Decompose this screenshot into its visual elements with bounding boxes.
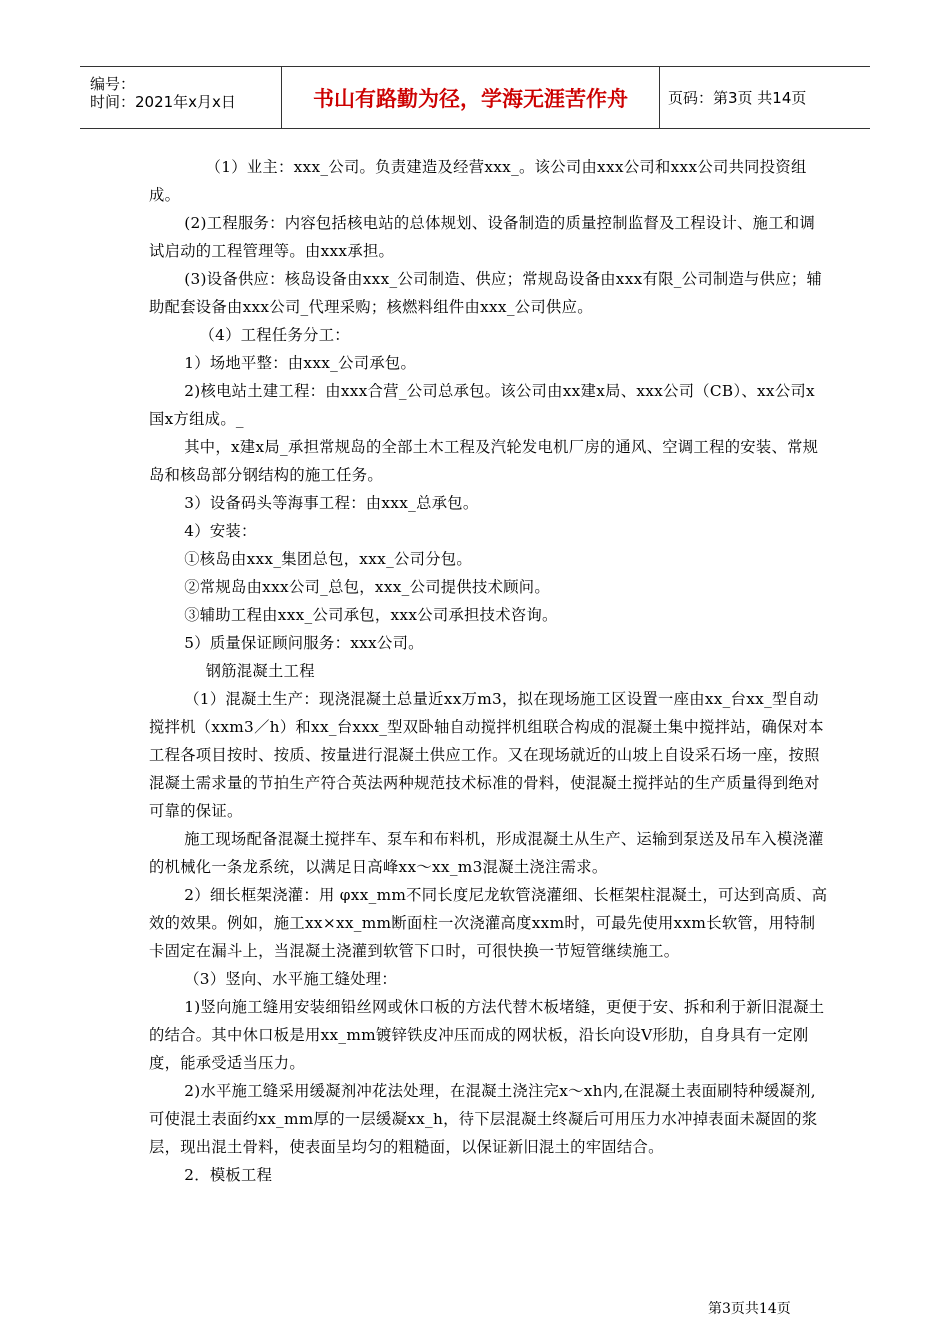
page-footer: 第3页共14页 — [708, 1301, 791, 1317]
section-heading-formwork: 2．模板工程 — [184, 1166, 273, 1184]
paragraph-marine-works: 3）设备码头等海事工程：由xxx_总承包。 — [184, 494, 479, 512]
document-code-label: 编号： — [90, 75, 136, 93]
paragraph-concrete-production: （1）混凝土生产：现浇混凝土总量近xx万m3，拟在现场施工区设置一座由xx_台xx_型自动搅拌机（xxm3／h）和xx_台xxx_型双卧轴自动搅拌机组联合构成的混凝土集中搅拌站，确保对本工程各项目按时、按质、按量进行混凝土供应工作。又在现场就近的山坡上自设采石场一座，按照混凝土需求量的节拍生产符合英法两种规范技术标准的骨料，使混凝土搅拌站的生产质量得到绝对可靠的保证。 — [149, 690, 824, 820]
paragraph-engineering-service: (2)工程服务：内容包括核电站的总体规划、设备制造的质量控制监督及工程设计、施工和调试启动的工程管理等。由xxx承担。 — [149, 214, 816, 260]
document-time: 时间：2021年x月x日 — [90, 93, 236, 111]
paragraph-quality-assurance: 5）质量保证顾问服务：xxx公司。 — [184, 634, 424, 652]
header-page-info: 页码：第3页 共14页 — [668, 89, 807, 107]
paragraph-site-leveling: 1）场地平整：由xxx_公司承包。 — [184, 354, 417, 372]
paragraph-auxiliary: ③辅助工程由xxx_公司承包，xxx公司承担技术咨询。 — [184, 606, 558, 624]
paragraph-frame-pouring: 2）细长框架浇灌：用 φxx_mm不同长度尼龙软管浇灌细、长框架柱混凝土，可达到高质、高效的效果。例如，施工xx×xx_mm断面柱一次浇灌高度xxm时，可最先使用xxm长软管，用特制卡固定在漏斗上，当混凝土浇灌到软管下口时，可很快换一节短管继续施工。 — [149, 886, 828, 960]
section-heading-concrete: 钢筋混凝土工程 — [205, 662, 315, 680]
header-meta — [80, 67, 282, 128]
paragraph-civil-detail: 其中，x建x局_承担常规岛的全部土木工程及汽轮发电机厂房的通风、空调工程的安装、常规岛和核岛部分钢结构的施工任务。 — [149, 438, 819, 484]
document-body — [149, 153, 829, 1189]
paragraph-site-equipment: 施工现场配备混凝土搅拌车、泵车和布料机，形成混凝土从生产、运输到泵送及吊车入模浇灌的机械化一条龙系统，以满足日高峰xx～xx_m3混凝土浇注需求。 — [149, 830, 824, 876]
paragraph-horizontal-joint: 2)水平施工缝采用缓凝剂冲花法处理，在混凝土浇注完x～xh内,在混凝土表面刷特种缓凝剂,可使混土表面约xx_mm厚的一层缓凝xx_h，待下层混凝土终凝后可用压力水冲掉表面未凝固的浆层，现出混土骨料，使表面呈均匀的粗糙面，以保证新旧混土的牢固结合。 — [149, 1082, 818, 1156]
paragraph-nuclear-island: ①核岛由xxx_集团总包，xxx_公司分包。 — [184, 550, 473, 568]
paragraph-equipment-supply: (3)设备供应：核岛设备由xxx_公司制造、供应；常规岛设备由xxx有限_公司制造与供应；辅助配套设备由xxx公司_代理采购；核燃料组件由xxx_公司供应。 — [149, 270, 823, 316]
paragraph-task-division: （4）工程任务分工： — [199, 326, 350, 344]
paragraph-installation: 4）安装： — [184, 522, 257, 540]
page-header — [80, 66, 870, 129]
paragraph-conventional-island: ②常规岛由xxx公司_总包，xxx_公司提供技术顾问。 — [184, 578, 550, 596]
paragraph-owner: （1）业主：xxx_公司。负责建造及经营xxx_。该公司由xxx公司和xxx公司共同投资组成。 — [149, 158, 807, 204]
paragraph-vertical-joint: 1)竖向施工缝用安装细铅丝网或休口板的方法代替木板堵缝，更便于安、拆和利于新旧混凝土的结合。其中休口板是用xx_mm镀锌铁皮冲压而成的网状板，沿长向设V形肋，自身具有一定刚度，能承受适当压力。 — [149, 998, 825, 1072]
paragraph-civil-works: 2)核电站土建工程：由xxx合营_公司总承包。该公司由xx建x局、xxx公司（CB）、xx公司x国x方组成。_ — [149, 382, 815, 428]
paragraph-construction-joints: （3）竖向、水平施工缝处理： — [184, 970, 397, 988]
header-motto: 书山有路勤为径，学海无涯苦作舟 — [282, 67, 660, 128]
